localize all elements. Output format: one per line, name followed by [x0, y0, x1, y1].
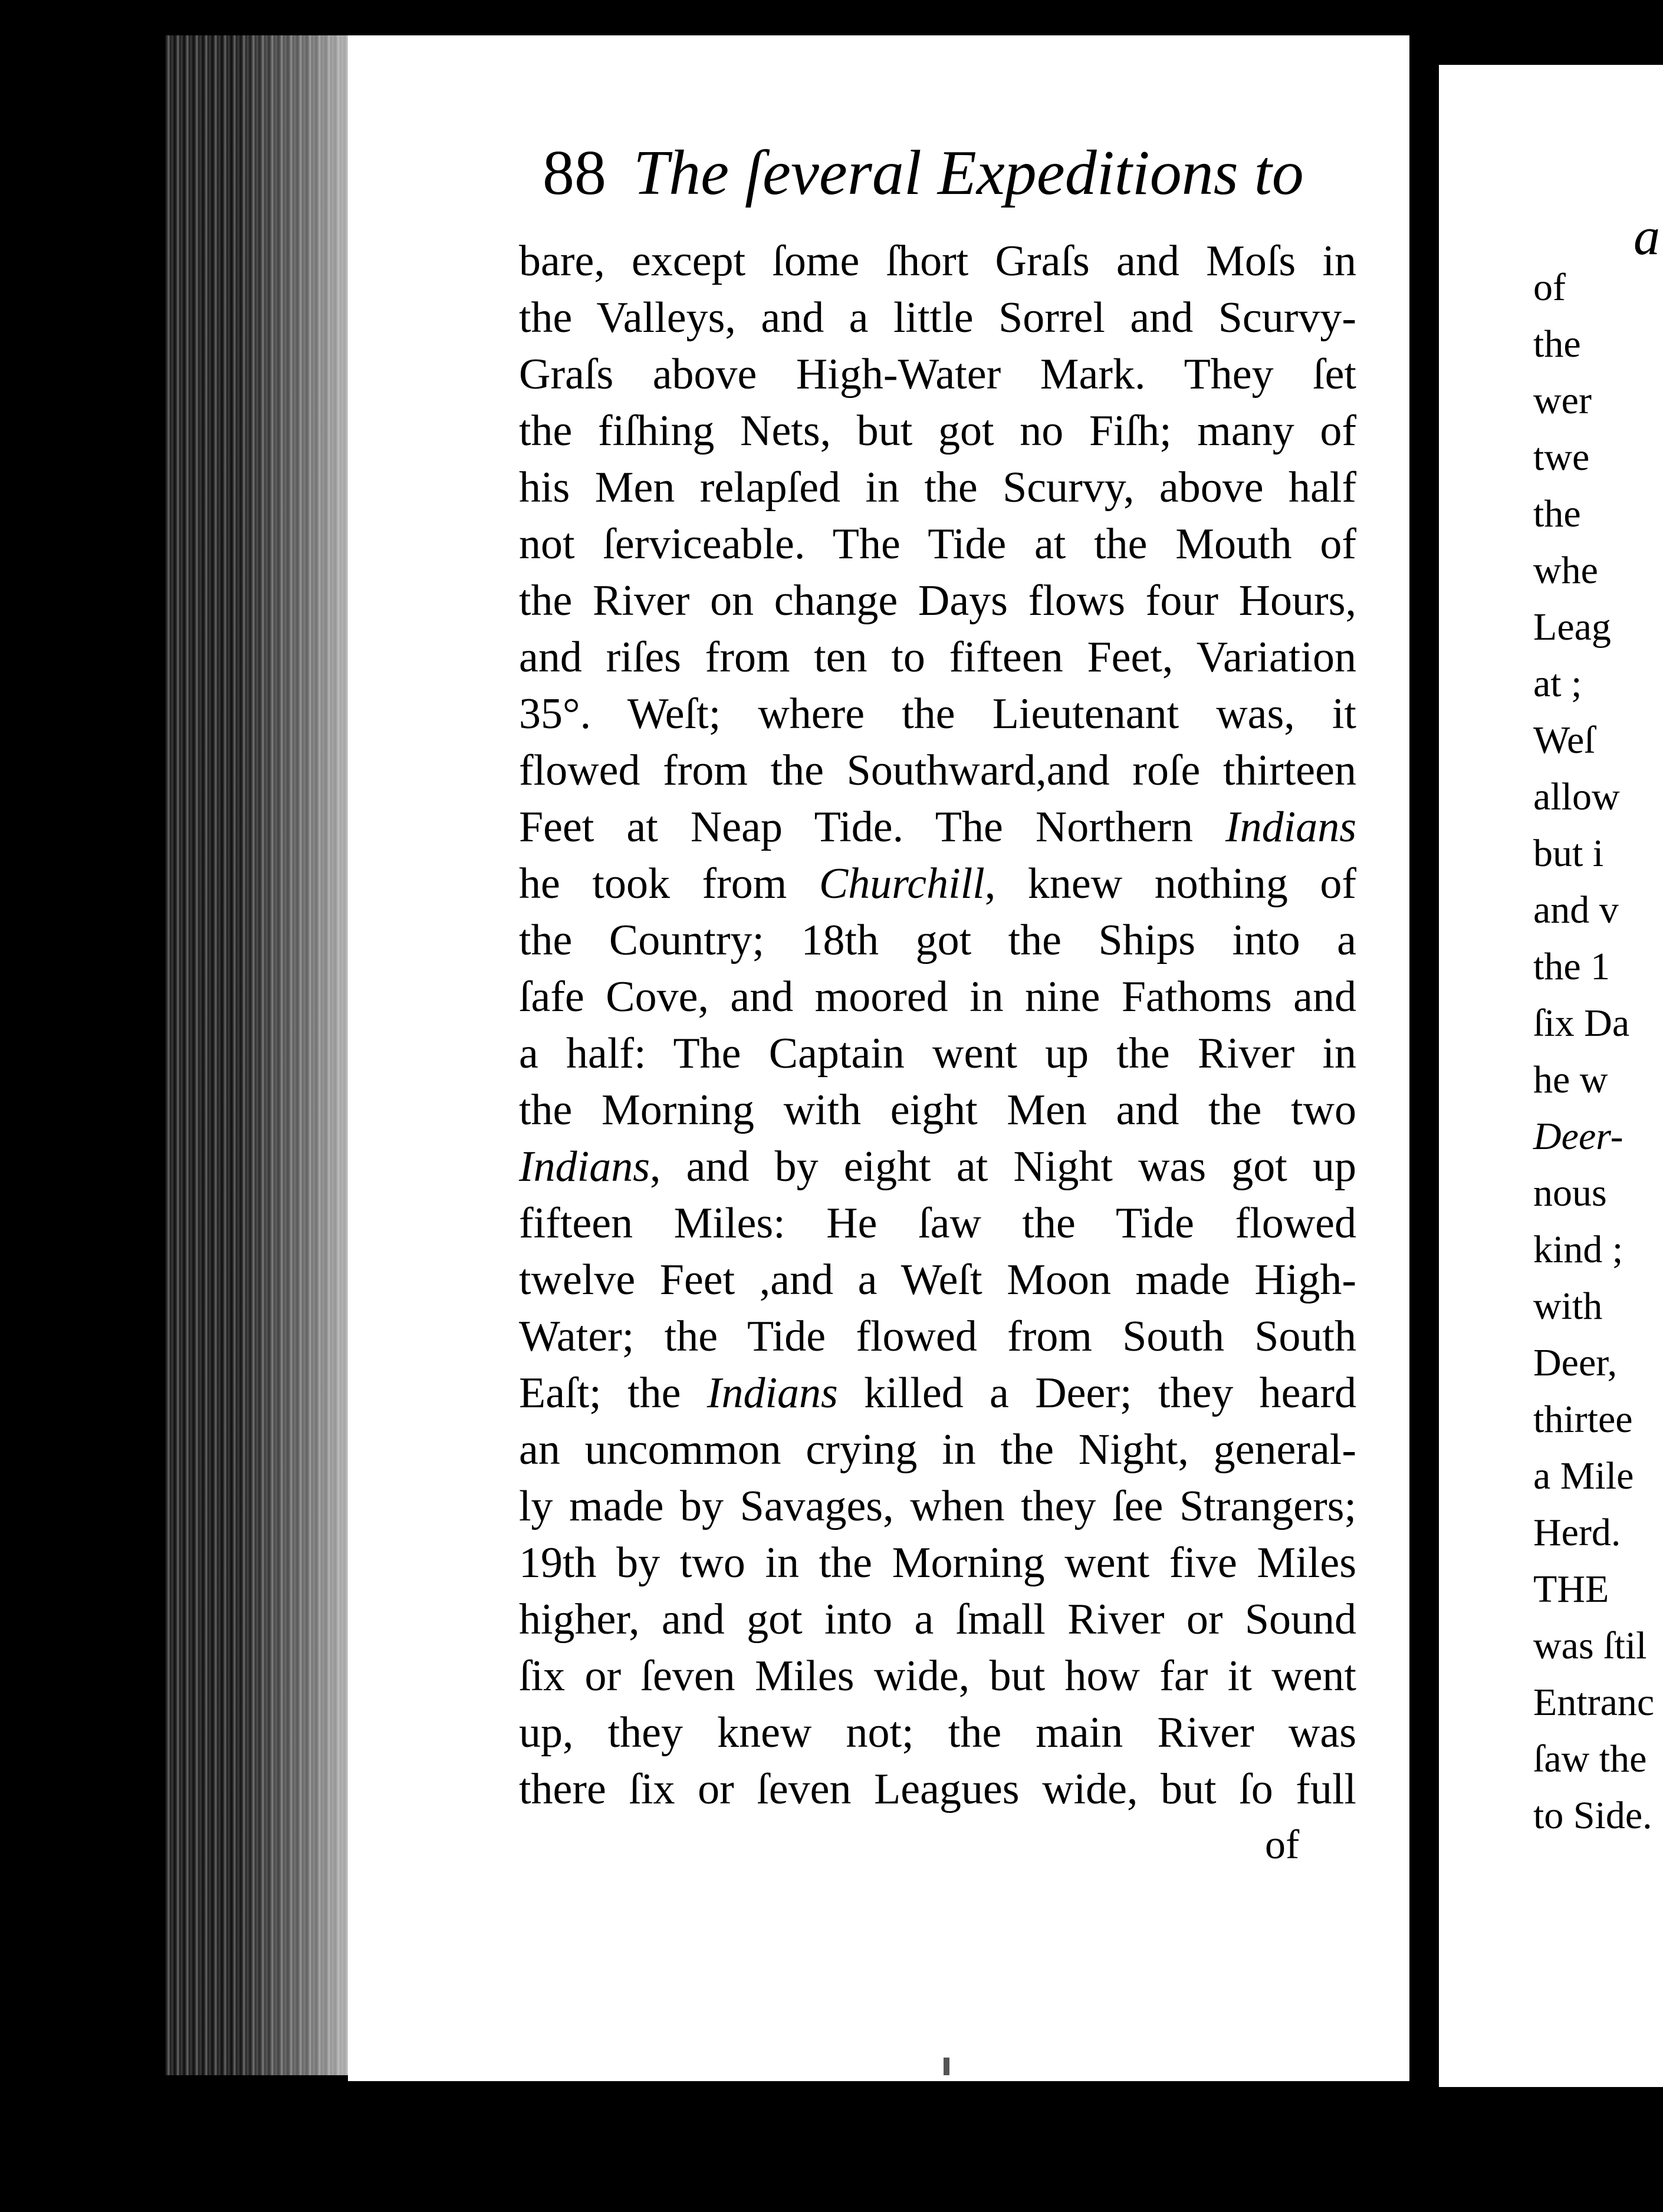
text-line: Eaſt; the Indians killed a Deer; they heard	[519, 1369, 1356, 1417]
text-line: Water; the Tide flowed from South South	[519, 1312, 1356, 1361]
opposite-text-line: Entranc	[1533, 1681, 1655, 1724]
text-line: his Men relapſed in the Scurvy, above half	[519, 463, 1356, 512]
text-line: not ſerviceable. The Tide at the Mouth of	[519, 520, 1356, 568]
text-line: the Valleys, and a little Sorrel and Scurvy-	[519, 294, 1356, 342]
text-line: the Morning with eight Men and the two	[519, 1086, 1356, 1134]
opposite-text-line: twe	[1533, 436, 1590, 479]
opposite-text-line: thirtee	[1533, 1398, 1633, 1441]
opposite-text-line: Leag	[1533, 605, 1611, 649]
page-number: 88	[543, 138, 606, 208]
opposite-text-line: Weſ	[1533, 719, 1595, 762]
opposite-text-line: whe	[1533, 549, 1598, 592]
opposite-text-line: nous	[1533, 1171, 1607, 1214]
opposite-text-line: ſaw the	[1533, 1737, 1647, 1780]
ink-smudge	[944, 2058, 949, 2075]
page-curl-mark	[1439, 395, 1494, 548]
text-line: the Country; 18th got the Ships into a	[519, 916, 1356, 965]
opposite-text-line: wer	[1533, 379, 1592, 422]
opposite-text-line: at ;	[1533, 662, 1582, 705]
text-line: up, they knew not; the main River was	[519, 1709, 1356, 1757]
text-line: ſafe Cove, and moored in nine Fathoms and	[519, 973, 1356, 1021]
text-line: the fiſhing Nets, but got no Fiſh; many of	[519, 407, 1356, 455]
text-line: there ſix or ſeven Leagues wide, but ſo full	[519, 1765, 1356, 1813]
opposite-text-line: but i	[1533, 832, 1604, 875]
text-line: the River on change Days flows four Hours,	[519, 577, 1356, 625]
text-line: bare, except ſome ſhort Graſs and Moſs in	[519, 237, 1356, 285]
text-line: 19th by two in the Morning went five Miles	[519, 1539, 1356, 1587]
opposite-text-line: he w	[1533, 1058, 1608, 1101]
opposite-text-line: Deer-	[1533, 1115, 1623, 1158]
opposite-text-line: the 1	[1533, 945, 1611, 988]
text-line: ſix or ſeven Miles wide, but how far it went	[519, 1652, 1356, 1700]
text-line: fifteen Miles: He ſaw the Tide flowed	[519, 1199, 1356, 1247]
text-line: Graſs above High-Water Mark. They ſet	[519, 350, 1356, 399]
opposite-page-text	[1533, 259, 1663, 1844]
text-line: 35°. Weſt; where the Lieutenant was, it	[519, 690, 1356, 738]
text-line: a half: The Captain went up the River in	[519, 1029, 1356, 1078]
opposite-text-line: and v	[1533, 888, 1619, 931]
opposite-text-line: to Side.	[1533, 1794, 1652, 1837]
opposite-running-head: a	[1634, 208, 1660, 266]
text-line: twelve Feet ,and a Weſt Moon made High-	[519, 1256, 1356, 1304]
text-line: he took from Churchill, knew nothing of	[519, 860, 1357, 908]
opposite-text-line: the	[1533, 322, 1581, 366]
body-text	[519, 233, 1356, 1818]
running-head-title: The ſeveral Expeditions to	[633, 138, 1304, 208]
text-line: Feet at Neap Tide. The Northern Indians	[519, 803, 1356, 851]
opposite-text-line: kind ;	[1533, 1228, 1623, 1271]
opposite-text-line: Herd.	[1533, 1511, 1621, 1554]
opposite-text-line: with	[1533, 1285, 1603, 1328]
opposite-page	[1439, 65, 1663, 2087]
text-line: an uncommon crying in the Night, general-	[519, 1426, 1356, 1474]
opposite-text-line: ſix Da	[1533, 1002, 1630, 1045]
opposite-text-line: Deer,	[1533, 1341, 1618, 1384]
page-edges-shading	[236, 35, 354, 2075]
opposite-text-line: THE	[1533, 1568, 1609, 1611]
running-head	[543, 137, 1304, 219]
opposite-text-line: of	[1533, 266, 1566, 309]
text-line: ly made by Savages, when they ſee Strangers;	[519, 1482, 1356, 1530]
opposite-text-line: was ſtil	[1533, 1624, 1647, 1667]
opposite-text-line: the	[1533, 492, 1581, 535]
text-line: higher, and got into a ſmall River or Sound	[519, 1595, 1356, 1644]
text-line: flowed from the Southward,and roſe thirteen	[519, 746, 1356, 795]
opposite-text-line: allow	[1533, 775, 1620, 818]
text-line: Indians, and by eight at Night was got up	[519, 1143, 1356, 1191]
text-line: and riſes from ten to fifteen Feet, Variation	[519, 633, 1356, 682]
opposite-text-line: a Mile	[1533, 1454, 1634, 1497]
catchword: of	[1265, 1822, 1300, 1868]
